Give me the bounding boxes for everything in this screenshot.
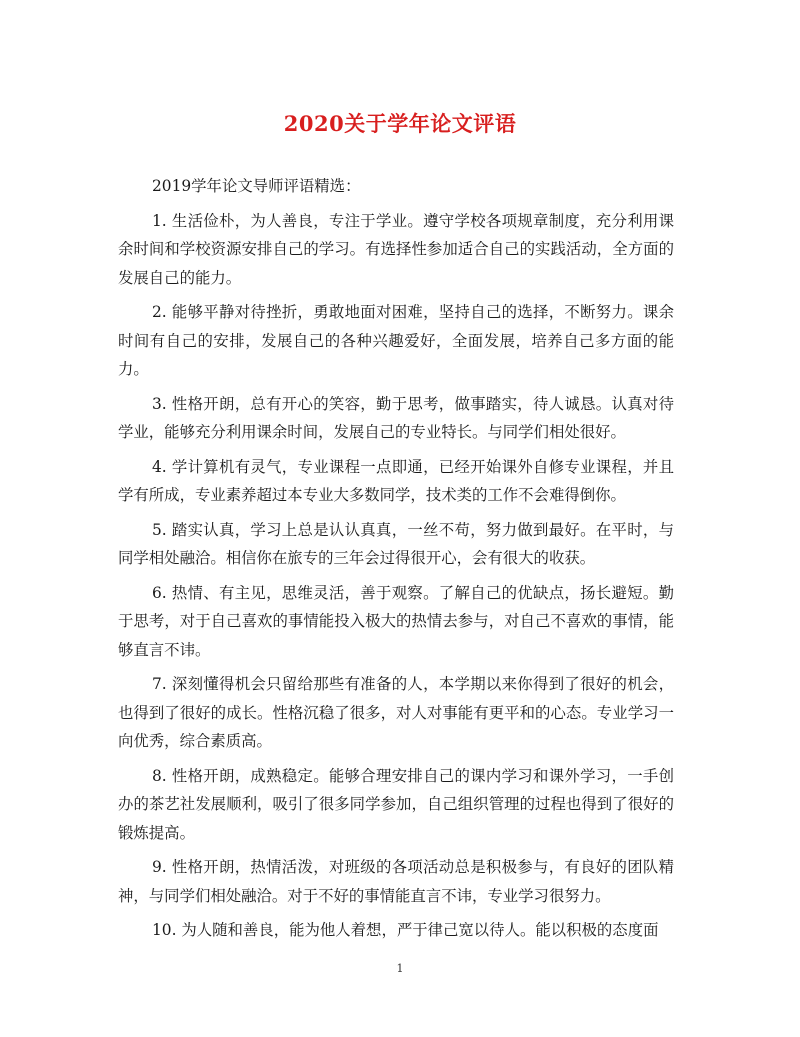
comment-item-4: 4. 学计算机有灵气，专业课程一点即通，已经开始课外自修专业课程，并且学有所成，专业素养超过本专业大多数同学，技术类的工作不会难得倒你。 (118, 457, 674, 504)
comment-item-9: 9. 性格开朗，热情活泼，对班级的各项活动总是积极参与，有良好的团队精神，与同学们相处融洽。对于不好的事情能直言不讳，专业学习很努力。 (118, 858, 674, 905)
comment-item-8: 8. 性格开朗，成熟稳定。能够合理安排自己的课内学习和课外学习，一手创办的茶艺社发展顺利，吸引了很多同学参加，自己组织管理的过程也得到了很好的锻炼提高。 (118, 766, 674, 842)
comment-item-2: 2. 能够平静对待挫折，勇敢地面对困难，坚持自己的选择，不断努力。课余时间有自己的安排，发展自己的各种兴趣爱好，全面发展，培养自己多方面的能力。 (118, 303, 674, 378)
comment-item-3: 3. 性格开朗，总有开心的笑容，勤于思考，做事踏实，待人诚恳。认真对待学业，能够充分利用课余时间，发展自己的专业特长。与同学们相处很好。 (118, 394, 674, 441)
intro-paragraph: 2019学年论文导师评语精选： (152, 177, 361, 195)
comment-item-6: 6. 热情、有主见，思维灵活，善于观察。了解自己的优缺点，扬长避短。勤于思考，对于自己喜欢的事情能投入极大的热情去参与，对自己不喜欢的事情，能够直言不讳。 (118, 583, 674, 659)
page-number: 1 (396, 962, 404, 975)
comment-item-7: 7. 深刻懂得机会只留给那些有准备的人，本学期以来你得到了很好的机会，也得到了很好的成长。性格沉稳了很多，对人对事能有更平和的心态。专业学习一向优秀，综合素质高。 (118, 675, 674, 750)
comment-item-5: 5. 踏实认真，学习上总是认认真真，一丝不苟，努力做到最好。在平时，与同学相处融洽。相信你在旅专的三年会过得很开心，会有很大的收获。 (118, 520, 674, 567)
document-body (118, 172, 674, 951)
comment-item-10: 10. 为人随和善良，能为他人着想，严于律己宽以待人。能以积极的态度面 (152, 921, 659, 939)
document-title: 2020关于学年论文评语 (283, 111, 517, 136)
comment-item-1: 1. 生活俭朴，为人善良，专注于学业。遵守学校各项规章制度，充分利用课余时间和学校资源安排自己的学习。有选择性参加适合自己的实践活动，全方面的发展自己的能力。 (118, 211, 674, 287)
